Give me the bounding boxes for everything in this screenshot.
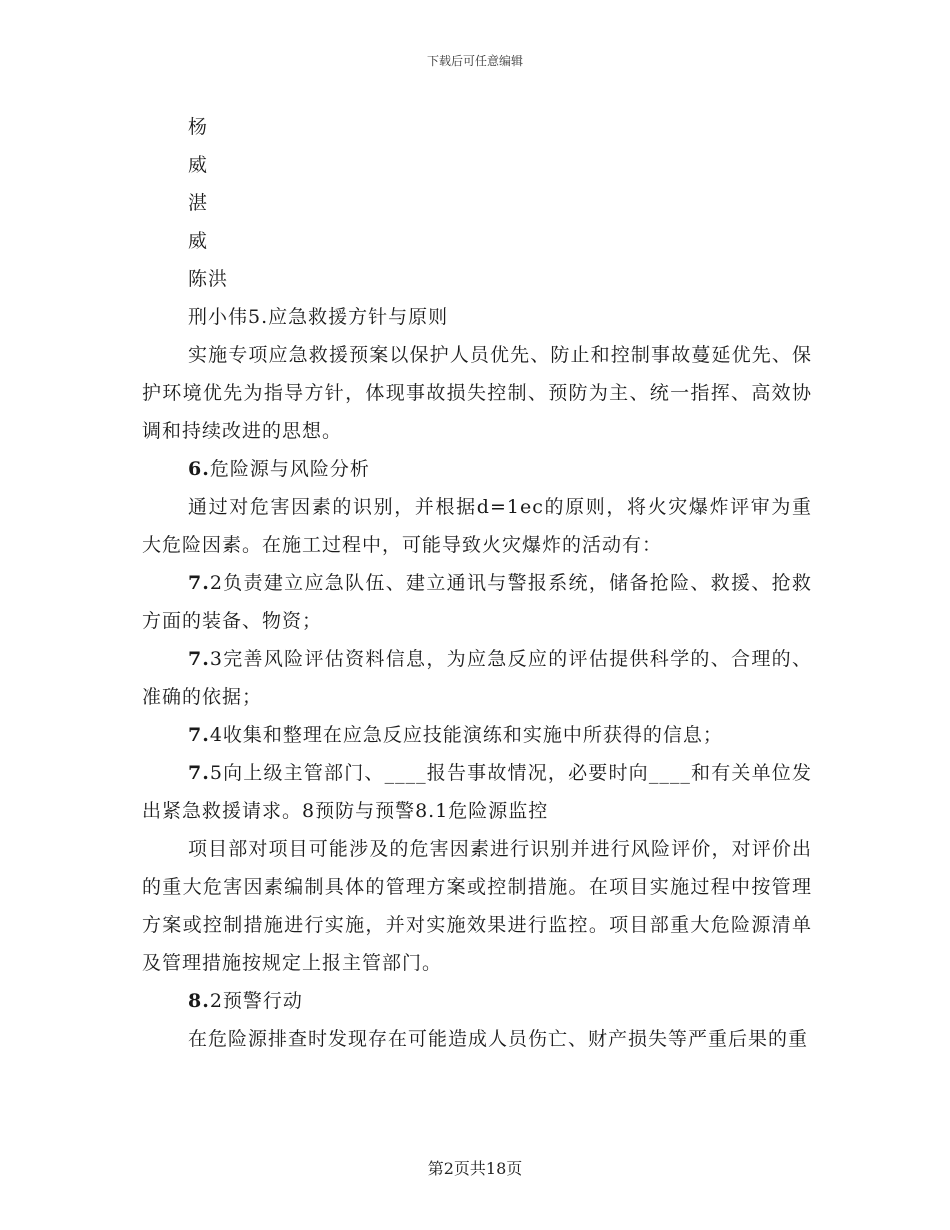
name-line: 陈洪 [188, 268, 229, 290]
page-header: 下载后可任意编辑 [426, 54, 523, 68]
item-number: 7. [188, 648, 210, 670]
item-text: 5向上级主管部门、____报告事故情况，必要时向____和有关单位发出紧急救援请求。8预防与预警8.1危险源监控 [142, 762, 812, 822]
item-7-5 [142, 754, 812, 830]
item-number: 7. [188, 572, 210, 594]
item-text: 4收集和整理在应急反应技能演练和实施中所获得的信息； [209, 724, 723, 746]
item-7-3 [142, 640, 812, 716]
section-title: 2预警行动 [209, 990, 303, 1012]
hazard-paragraph: 通过对危害因素的识别，并根据d=1ec的原则，将火灾爆炸评审为重大危险因素。在施工过程中，可能导致火灾爆炸的活动有： [142, 496, 812, 556]
page-footer: 第2页共18页 [427, 1159, 523, 1178]
item-text: 2负责建立应急队伍、建立通讯与警报系统，储备抢险、救援、抢救方面的装备、物资； [142, 572, 812, 632]
document-body [142, 108, 812, 1058]
section-6-heading [142, 450, 812, 488]
name-line: 威 [188, 154, 209, 176]
item-7-4 [142, 716, 812, 754]
item-number: 7. [188, 724, 210, 746]
section-8-2-heading [142, 982, 812, 1020]
monitor-paragraph: 项目部对项目可能涉及的危害因素进行识别并进行风险评价，对评价出的重大危害因素编制具体的管理方案或控制措施。在项目实施过程中按管理方案或控制措施进行实施，并对实施效果进行监控。项目部重大危险源清单及管理措施按规定上报主管部门。 [142, 838, 812, 974]
name-line: 杨 [188, 116, 209, 138]
warning-paragraph: 在危险源排查时发现存在可能造成人员伤亡、财产损失等严重后果的重 [188, 1028, 809, 1050]
item-text: 3完善风险评估资料信息，为应急反应的评估提供科学的、合理的、准确的依据； [142, 648, 812, 708]
name-line: 湛 [188, 192, 209, 214]
principle-paragraph: 实施专项应急救援预案以保护人员优先、防止和控制事故蔓延优先、保护环境优先为指导方针，体现事故损失控制、预防为主、统一指挥、高效协调和持续改进的思想。 [142, 344, 812, 442]
section-number: 8. [188, 990, 210, 1012]
item-number: 7. [188, 762, 210, 784]
section-number: 6. [188, 458, 210, 480]
name-line: 威 [188, 230, 209, 252]
name-heading-line: 刑小伟5.应急救援方针与原则 [188, 306, 449, 328]
section-title: 危险源与风险分析 [209, 458, 370, 480]
item-7-2 [142, 564, 812, 640]
